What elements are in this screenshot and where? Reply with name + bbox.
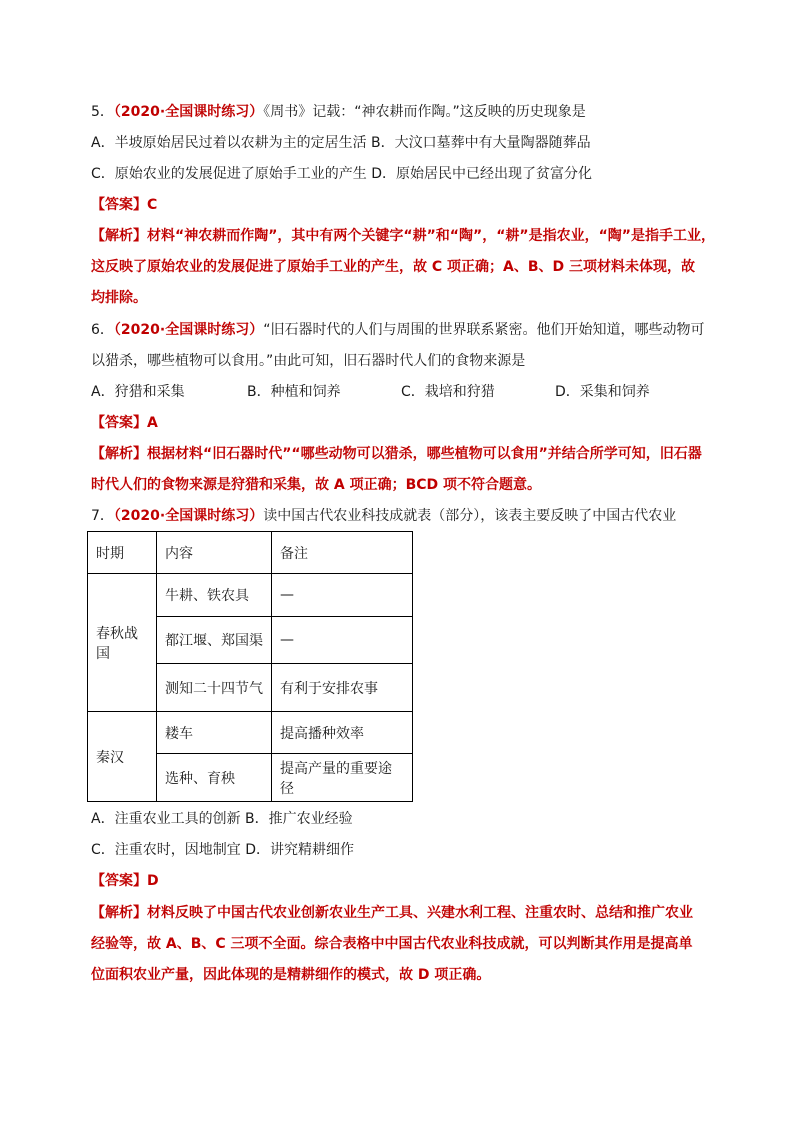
table-period-cell: 秦汉: [88, 712, 157, 802]
agri-tech-table: [87, 531, 413, 802]
q6-source: （2020·全国课时练习）: [113, 322, 264, 338]
table-header-note: 备注: [272, 532, 413, 574]
q6-option-a: A．狩猎和采集: [91, 384, 185, 400]
q6-stem-line-2: 以猎杀，哪些植物可以食用。”由此可知，旧石器时代人们的食物来源是: [91, 353, 526, 369]
q6-answer: 【答案】A: [91, 415, 158, 431]
q5-answer: 【答案】C: [91, 197, 158, 213]
q7-options-line-1: A．注重农业工具的创新 B．推广农业经验: [91, 811, 353, 827]
table-note-cell: 有利于安排农事: [272, 664, 413, 712]
q7-analysis-line-1: 【解析】材料反映了中国古代农业创新农业生产工具、兴建水利工程、注重农时、总结和推广农业: [91, 905, 693, 921]
q7-stem-text: 读中国古代农业科技成就表（部分），该表主要反映了中国古代农业: [263, 508, 677, 524]
q5-analysis-line-3: 均排除。: [91, 290, 147, 306]
q7-answer: 【答案】D: [91, 873, 159, 889]
q6-stem-line-1: [91, 320, 711, 340]
q7-analysis-line-2: 经验等，故 A、B、C 三项不全面。综合表格中中国古代农业科技成就，可以判断其作用是提高单: [91, 936, 693, 952]
q5-analysis-line-2: 这反映了原始农业的发展促进了原始手工业的产生，故 C 项正确；A、B、D 三项材料未体现，故: [91, 259, 696, 275]
table-content-cell: 测知二十四节气: [157, 664, 272, 712]
table-period-cell: 春秋战国: [88, 574, 157, 712]
table-note-cell: 提高播种效率: [272, 712, 413, 754]
table-row: [88, 712, 413, 754]
q7-stem: [91, 506, 711, 526]
q6-option-d: D．采集和饲养: [555, 384, 650, 400]
table-note-cell: —: [272, 574, 413, 617]
q6-analysis-line-1: 【解析】根据材料“旧石器时代”“哪些动物可以猎杀，哪些植物可以食用”并结合所学可知，旧石器: [91, 446, 702, 462]
q5-number: 5．: [91, 104, 114, 120]
q5-stem-text: 《周书》记载：“神农耕而作陶。”这反映的历史现象是: [263, 104, 586, 120]
q5-source: （2020·全国课时练习）: [113, 104, 264, 120]
table-header-row: [88, 532, 413, 574]
q5-options-line-2: C．原始农业的发展促进了原始手工业的产生 D．原始居民中已经出现了贫富分化: [91, 166, 593, 182]
q6-stem-text: “旧石器时代的人们与周围的世界联系紧密。他们开始知道，哪些动物可: [263, 322, 705, 338]
q6-number: 6．: [91, 322, 114, 338]
table-content-cell: 牛耕、铁农具: [157, 574, 272, 617]
table-header-content: 内容: [157, 532, 272, 574]
q6-analysis-line-2: 时代人们的食物来源是狩猎和采集，故 A 项正确；BCD 项不符合题意。: [91, 477, 542, 493]
table-content-cell: 选种、育秧: [157, 754, 272, 802]
q6-options: [91, 382, 711, 402]
q5-analysis-line-1: 【解析】材料“神农耕而作陶”，其中有两个关键字“耕”和“陶”，“耕”是指农业，“陶”是指手工业，: [91, 228, 716, 244]
q7-number: 7．: [91, 508, 114, 524]
q7-analysis-line-3: 位面积农业产量，因此体现的是精耕细作的模式，故 D 项正确。: [91, 967, 491, 983]
q6-option-b: B．种植和饲养: [247, 384, 341, 400]
table-note-cell: —: [272, 617, 413, 664]
q5-stem: [91, 102, 711, 122]
table-content-cell: 耧车: [157, 712, 272, 754]
table-header-period: 时期: [88, 532, 157, 574]
q5-options-line-1: A．半坡原始居民过着以农耕为主的定居生活 B．大汶口墓葬中有大量陶器随葬品: [91, 135, 591, 151]
table-row: [88, 574, 413, 617]
q7-source: （2020·全国课时练习）: [113, 508, 264, 524]
q7-options-line-2: C．注重农时，因地制宜 D．讲究精耕细作: [91, 842, 355, 858]
q6-option-c: C．栽培和狩猎: [401, 384, 495, 400]
table-content-cell: 都江堰、郑国渠: [157, 617, 272, 664]
table-note-cell: 提高产量的重要途径: [272, 754, 413, 802]
